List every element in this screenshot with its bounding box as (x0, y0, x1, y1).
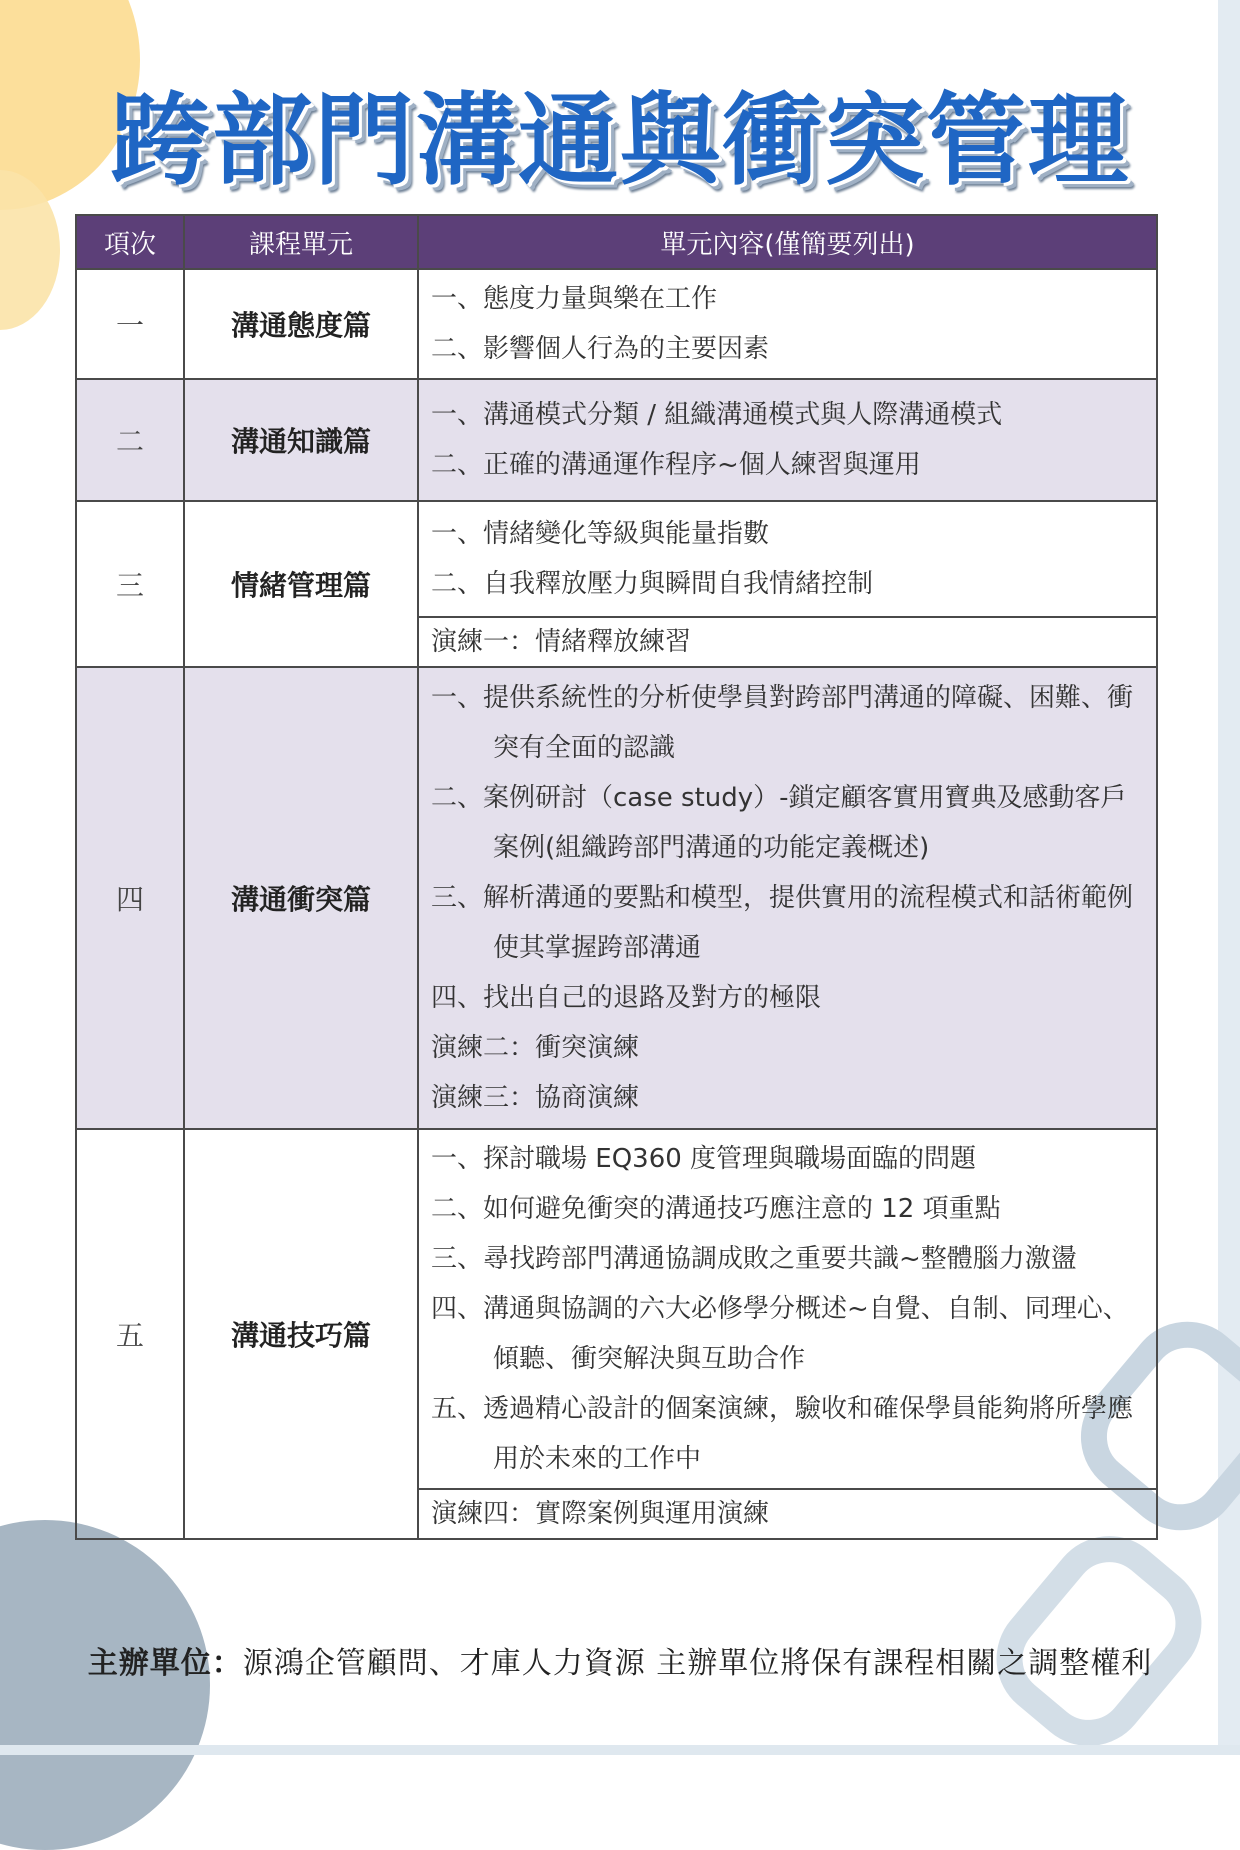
unit-content (418, 269, 1157, 379)
row-number: 二 (76, 379, 184, 501)
unit-content (418, 667, 1157, 1129)
decorative-gray-circle (0, 1520, 210, 1850)
row-number: 五 (76, 1129, 184, 1539)
unit-name: 溝通技巧篇 (184, 1129, 418, 1539)
row-number: 一 (76, 269, 184, 379)
unit-name: 溝通衝突篇 (184, 667, 418, 1129)
row-number: 四 (76, 667, 184, 1129)
content-item: 一、溝通模式分類 / 組織溝通模式與人際溝通模式 (431, 400, 1003, 430)
row-number: 三 (76, 501, 184, 667)
table-header-row (76, 215, 1157, 269)
content-item: 四、找出自己的退路及對方的極限 (431, 983, 822, 1013)
content-item: 二、影響個人行為的主要因素 (431, 334, 770, 364)
exercise-item: 演練二：衝突演練 (431, 1033, 640, 1063)
content-item: 二、案例研討（case study）-鎖定顧客實用寶典及感動客戶案例(組織跨部門溝通的功能定義概述) (431, 783, 1127, 863)
exercise-item: 演練一：情緒釋放練習 (418, 617, 1157, 667)
content-item: 三、解析溝通的要點和模型，提供實用的流程模式和話術範例使其掌握跨部溝通 (431, 883, 1134, 963)
content-item: 一、態度力量與樂在工作 (431, 284, 718, 314)
unit-name: 溝通知識篇 (184, 379, 418, 501)
exercise-item: 演練三：協商演練 (431, 1083, 640, 1113)
content-item: 二、正確的溝通運作程序~個人練習與運用 (431, 450, 921, 480)
content-item: 一、情緒變化等級與能量指數 (431, 519, 770, 549)
footer-text: 源鴻企管顧問、才庫人力資源 主辦單位將保有課程相關之調整權利 (242, 1646, 1153, 1681)
content-item: 五、透過精心設計的個案演練，驗收和確保學員能夠將所學應用於未來的工作中 (431, 1394, 1134, 1474)
footer (0, 1638, 1240, 1682)
header-item-no: 項次 (76, 215, 184, 269)
content-item: 二、如何避免衝突的溝通技巧應注意的 12 項重點 (431, 1194, 1001, 1224)
unit-content (418, 1129, 1157, 1489)
unit-content (418, 379, 1157, 501)
unit-name: 情緒管理篇 (184, 501, 418, 667)
header-unit: 課程單元 (184, 215, 418, 269)
header-content: 單元內容(僅簡要列出) (418, 215, 1157, 269)
decorative-bottom-edge (0, 1745, 1240, 1755)
content-item: 一、探討職場 EQ360 度管理與職場面臨的問題 (431, 1144, 977, 1174)
table-row (76, 379, 1157, 501)
content-item: 三、尋找跨部門溝通協調成敗之重要共識~整體腦力激盪 (431, 1244, 1077, 1274)
unit-content (418, 501, 1157, 617)
course-table (75, 214, 1158, 1540)
exercise-item: 演練四：實際案例與運用演練 (418, 1489, 1157, 1539)
table-row (76, 269, 1157, 379)
table-row (76, 501, 1157, 617)
page-title: 跨部門溝通與衝突管理 (110, 82, 1130, 199)
content-item: 一、提供系統性的分析使學員對跨部門溝通的障礙、困難、衝突有全面的認識 (431, 683, 1134, 763)
table-row (76, 1129, 1157, 1489)
content-item: 四、溝通與協調的六大必修學分概述~自覺、自制、同理心、傾聽、衝突解決與互助合作 (431, 1294, 1129, 1374)
content-item: 二、自我釋放壓力與瞬間自我情緒控制 (431, 569, 874, 599)
table-row (76, 667, 1157, 1129)
unit-name: 溝通態度篇 (184, 269, 418, 379)
footer-label: 主辦單位： (87, 1646, 243, 1681)
